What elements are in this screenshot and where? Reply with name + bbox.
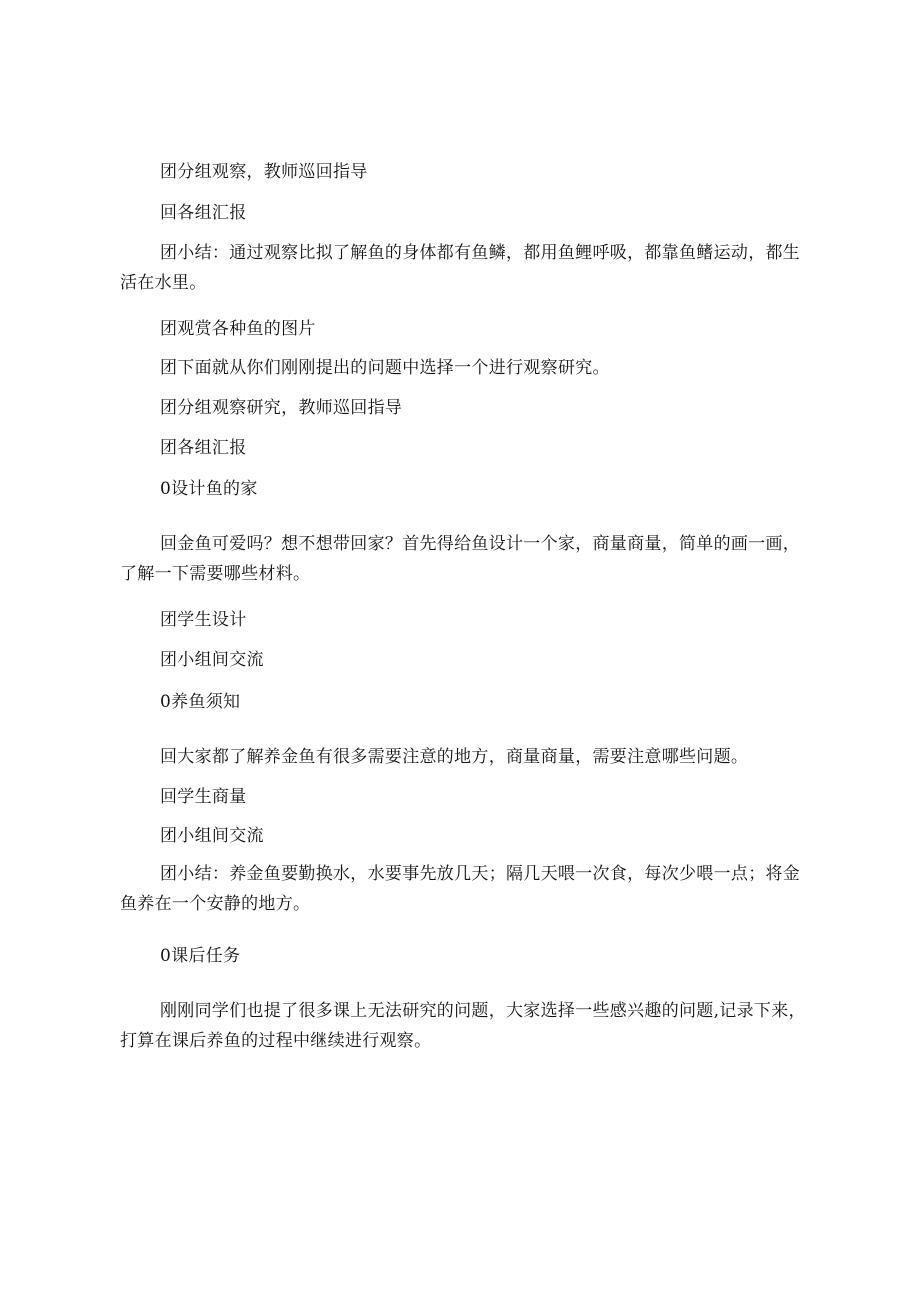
paragraph-summary-fish-body: 团小结：通过观察比拟了解鱼的身体都有鱼鳞，都用鱼鲤呼吸，都靠鱼鳍运动，都生活在水里。 (120, 243, 801, 293)
paragraph-group-report: 回各组汇报 (160, 203, 247, 223)
paragraph-group-report-2: 团各组汇报 (160, 438, 247, 458)
paragraph-homework: 刚刚同学们也提了很多课上无法研究的问题，大家选择一些感兴趣的问题,记录下来，打算在课后养鱼的过程中继续进行观察。 (120, 1001, 806, 1051)
paragraph-group-research: 团分组观察研究，教师巡回指导 (160, 398, 403, 418)
paragraph-group-observe: 团分组观察，教师巡回指导 (160, 162, 368, 182)
paragraph-student-design: 团学生设计 (160, 610, 247, 630)
paragraph-care-notes: 回大家都了解养金鱼有很多需要注意的地方，商量商量，需要注意哪些问题。 (160, 747, 749, 767)
paragraph-design-home: 回金鱼可爱吗？想不想带回家？首先得给鱼设计一个家，商量商量，简单的画一画，了解一下需要哪些材料。 (120, 534, 801, 584)
paragraph-view-pictures: 团观赏各种鱼的图片 (160, 319, 316, 339)
paragraph-choose-question: 团下面就从你们刚刚提出的问题中选择一个进行观察研究。 (160, 358, 610, 378)
section-heading-design-home: 0设计鱼的家 (160, 479, 258, 499)
paragraph-group-exchange-2: 团小组间交流 (160, 826, 264, 846)
paragraph-summary-fish-care: 团小结：养金鱼要勤换水，水要事先放几天；隔几天喂一次食，每次少喂一点；将金鱼养在一个安静的地方。 (120, 864, 801, 914)
paragraph-group-exchange: 团小组间交流 (160, 650, 264, 670)
section-heading-fish-care: 0养鱼须知 (160, 692, 241, 712)
paragraph-student-discuss: 回学生商量 (160, 787, 247, 807)
section-heading-homework: 0课后任务 (160, 946, 241, 966)
